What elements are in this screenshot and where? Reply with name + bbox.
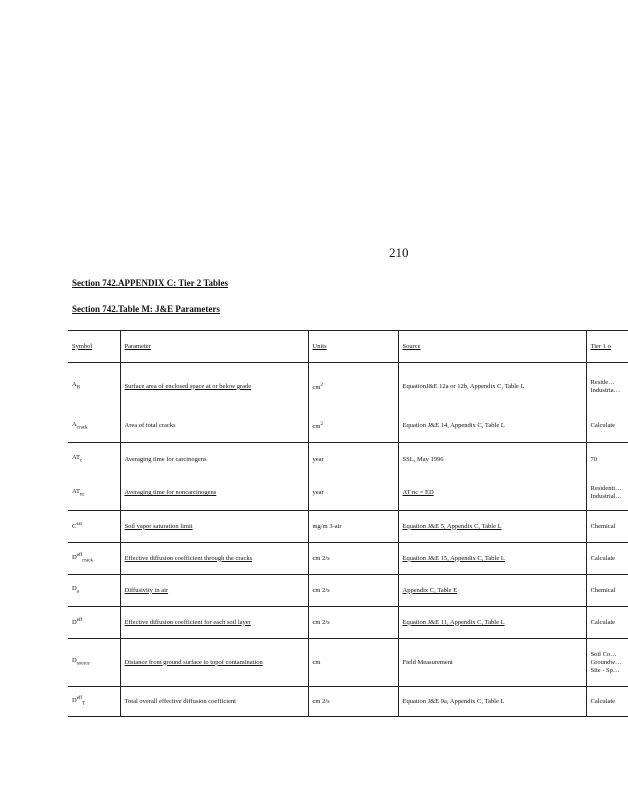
section-heading-text: Section 742.APPENDIX C: Tier 2 Tables bbox=[72, 278, 229, 288]
header-cell: Source bbox=[398, 331, 586, 363]
table-row bbox=[68, 687, 628, 717]
tier1-cell: Calculate bbox=[586, 411, 628, 443]
units-cell: cm 2/s bbox=[308, 575, 398, 607]
parameters-table bbox=[68, 330, 628, 717]
units-cell: year bbox=[308, 477, 398, 511]
symbol-cell: $D_a$ bbox=[72, 584, 79, 595]
symbol-cell: $D^{eff}_T$ bbox=[72, 695, 86, 707]
source-cell: Equation J&E 9a, Appendix C, Table L bbox=[398, 687, 586, 717]
units-cell: cm 2/s bbox=[308, 607, 398, 639]
symbol-superscript: eff bbox=[76, 618, 83, 624]
symbol-cell: $D^{eff}$ bbox=[72, 618, 83, 627]
symbol-cell: $D_{source}$ bbox=[72, 656, 90, 667]
tier1-cell: Chemical bbox=[586, 575, 628, 607]
symbol-cell: $A_{crack}$ bbox=[72, 420, 88, 430]
header-row bbox=[68, 331, 628, 363]
tier1-cell: Calculate bbox=[586, 543, 628, 575]
symbol-subscript: c bbox=[79, 458, 83, 464]
parameter-cell: Distance from ground surface to topof contamination bbox=[120, 639, 308, 687]
symbol-cell: $AT_{nc}$ bbox=[72, 487, 85, 497]
symbol-cell: $D^{eff}_{crack}$ bbox=[72, 552, 93, 564]
source-cell: Equation J&E 15, Appendix C, Table L bbox=[398, 543, 586, 575]
header-cell: Symbol bbox=[72, 342, 93, 350]
source-cell: AT nc = ED bbox=[398, 477, 586, 511]
source-cell: Equation J&E 14, Appendix C, Table L bbox=[398, 411, 586, 443]
header-cell: Parameter bbox=[120, 331, 308, 363]
table-row bbox=[68, 443, 628, 477]
table-heading bbox=[72, 304, 220, 314]
symbol-subscript: B bbox=[76, 385, 81, 391]
units-superscript: 2 bbox=[320, 422, 323, 428]
source-cell: Appendix C, Table E bbox=[398, 575, 586, 607]
parameter-cell: Area of total cracks bbox=[120, 411, 308, 443]
units-cell: cm 2/s bbox=[308, 687, 398, 717]
units-cell: year bbox=[308, 443, 398, 477]
tier1-cell: Reside… Industria… bbox=[586, 363, 628, 411]
units-cell: $cm^2$ bbox=[308, 411, 398, 443]
symbol-superscript: eff bbox=[76, 552, 83, 558]
source-cell: Field Measurement bbox=[398, 639, 586, 687]
table-row bbox=[68, 477, 628, 511]
symbol-subscript: T bbox=[82, 701, 86, 707]
section-heading bbox=[72, 278, 228, 288]
symbol-subscript: crack bbox=[76, 424, 88, 430]
parameter-cell: Total overall effective diffusion coefficient bbox=[120, 687, 308, 717]
parameter-cell: Averaging time for carcinogens bbox=[120, 443, 308, 477]
symbol-superscript: sat bbox=[76, 522, 82, 528]
symbol-subscript: a bbox=[76, 589, 79, 595]
units-cell: mg/m 3-air bbox=[308, 511, 398, 543]
tier1-cell: Calculate bbox=[586, 607, 628, 639]
tier1-cell: 70 bbox=[586, 443, 628, 477]
source-cell: Equation J&E 11, Appendix C, Table L bbox=[398, 607, 586, 639]
symbol-subscript: source bbox=[76, 661, 90, 667]
header-cell: Tier 1 o bbox=[586, 331, 628, 363]
parameter-cell: Diffusivity in air bbox=[120, 575, 308, 607]
table-row bbox=[68, 411, 628, 443]
symbol-superscript: eff bbox=[76, 695, 83, 701]
source-cell: EquationJ&E 12a or 12b, Appendix C, Table L bbox=[398, 363, 586, 411]
units-superscript: 2 bbox=[320, 382, 323, 388]
table-row bbox=[68, 607, 628, 639]
symbol-subscript: crack bbox=[82, 558, 93, 564]
source-cell: SSL, May 1996 bbox=[398, 443, 586, 477]
tier1-cell: Chemical bbox=[586, 511, 628, 543]
symbol-cell: $AT_c$ bbox=[72, 454, 83, 464]
header-cell: Units bbox=[308, 331, 398, 363]
source-cell: Equation J&E 5, Appendix C, Table L bbox=[398, 511, 586, 543]
units-cell: cm bbox=[308, 639, 398, 687]
table-row bbox=[68, 511, 628, 543]
units-cell: cm 2/s bbox=[308, 543, 398, 575]
parameter-cell: Soil vapor saturation limit bbox=[120, 511, 308, 543]
parameter-cell: Effective diffusion coefficient through the cracks bbox=[120, 543, 308, 575]
parameter-cell: Averaging time for noncarcinogens bbox=[120, 477, 308, 511]
symbol-cell: $A_B$ bbox=[72, 381, 81, 391]
parameter-cell: Surface area of enclosed space at or below grade bbox=[120, 363, 308, 411]
table-heading-text: Section 742.Table M: J&E Parameters bbox=[72, 304, 220, 314]
units-cell: $cm^2$ bbox=[308, 363, 398, 411]
table-row bbox=[68, 363, 628, 411]
parameter-cell: Effective diffusion coefficient for each soil layer bbox=[120, 607, 308, 639]
tier1-cell: Residenti… Industrial… bbox=[586, 477, 628, 511]
tier1-cell: Calculate bbox=[586, 687, 628, 717]
symbol-cell: $C^{sat}$ bbox=[72, 522, 82, 531]
page-number: 210 bbox=[389, 245, 409, 260]
table-row bbox=[68, 639, 628, 687]
table-row bbox=[68, 543, 628, 575]
table-row bbox=[68, 575, 628, 607]
tier1-cell: Soil Co… Groundw… Site - Sp… bbox=[586, 639, 628, 687]
symbol-subscript: nc bbox=[79, 491, 85, 497]
